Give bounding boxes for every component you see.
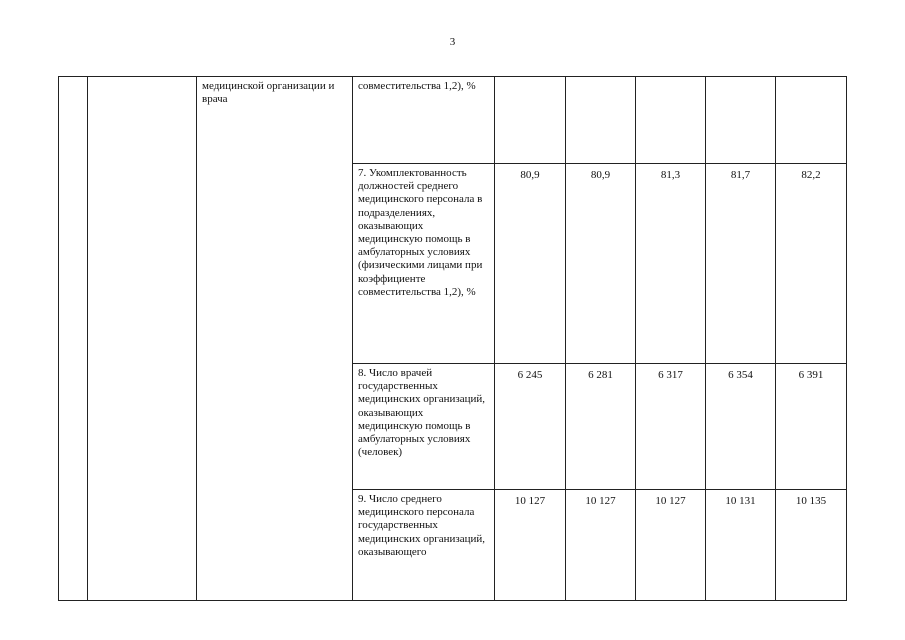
value-cell: 6 391	[776, 364, 847, 490]
value-cell: 6 245	[495, 364, 566, 490]
indicator-cell: 9. Число среднего медицинского персонала государственных медицинских организаций, оказывающего	[353, 490, 495, 601]
value-cell	[636, 77, 706, 164]
indicator-table	[58, 76, 847, 601]
page-number: 3	[449, 36, 456, 48]
indicator-cell: 8. Число врачей государственных медицинских организаций, оказывающих медицинскую помощь в амбулаторных условиях (человек)	[353, 364, 495, 490]
value-cell	[706, 77, 776, 164]
value-cell: 6 281	[566, 364, 636, 490]
value-cell: 6 317	[636, 364, 706, 490]
value-cell: 10 127	[495, 490, 566, 601]
goal-cell: медицинской организации и врача	[197, 77, 353, 601]
value-cell: 81,3	[636, 164, 706, 364]
value-cell: 6 354	[706, 364, 776, 490]
program-cell	[88, 77, 197, 601]
value-cell: 10 127	[566, 490, 636, 601]
value-cell	[495, 77, 566, 164]
value-cell: 80,9	[495, 164, 566, 364]
value-cell: 82,2	[776, 164, 847, 364]
index-cell	[59, 77, 88, 601]
value-cell: 80,9	[566, 164, 636, 364]
table-row	[59, 77, 847, 164]
value-cell	[776, 77, 847, 164]
value-cell	[566, 77, 636, 164]
value-cell: 81,7	[706, 164, 776, 364]
value-cell: 10 131	[706, 490, 776, 601]
indicator-cell: 7. Укомплектованность должностей среднего медицинского персонала в подразделениях, оказывающих медицинскую помощь в амбулаторных условиях (физическими лицами при коэффициенте совместительства 1,2), %	[353, 164, 495, 364]
indicator-cell: совместительства 1,2), %	[353, 77, 495, 164]
value-cell: 10 127	[636, 490, 706, 601]
value-cell: 10 135	[776, 490, 847, 601]
